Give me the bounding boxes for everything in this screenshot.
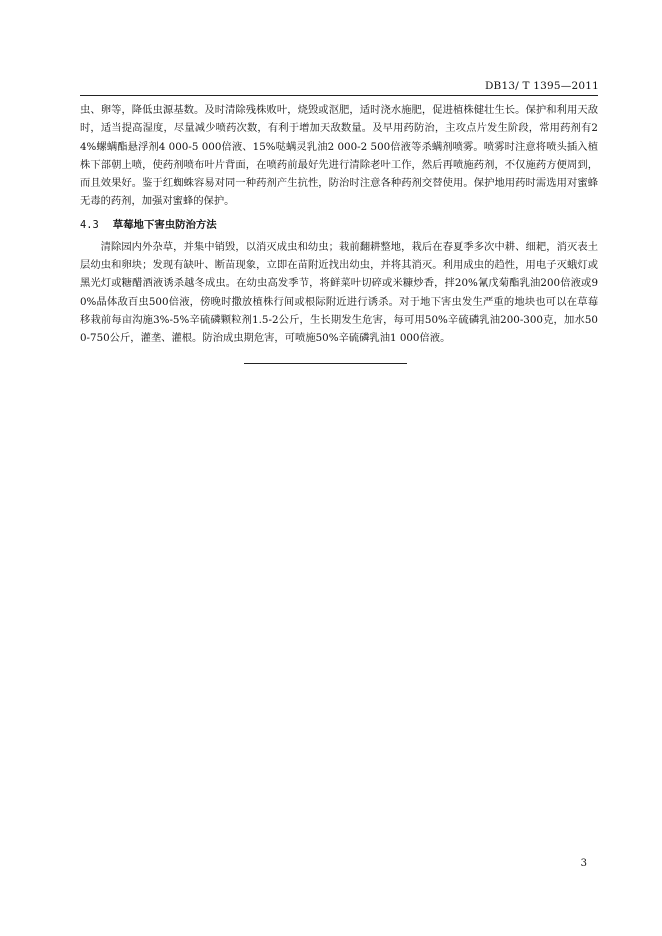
page-content [80,101,598,348]
header-rule [80,95,598,96]
body-paragraph: 清除园内外杂草，并集中销毁，以消灭成虫和幼虫；栽前翻耕整地，栽后在春夏季多次中耕、细耙，消灭表土层幼虫和卵块；发现有缺叶、断苗现象，立即在苗附近找出幼虫，并将其消灭。利用成虫的趋性，用电子灭蛾灯或黑光灯或糖醋酒液诱杀越冬成虫。在幼虫高发季节，将鲜菜叶切碎或米糠炒香，拌20%氰戊菊酯乳油200倍液或90%晶体敌百虫500倍液，傍晚时撒放植株行间或根际附近进行诱杀。对于地下害虫发生严重的地块也可以在草莓移栽前每亩沟施3%-5%辛硫磷颗粒剂1.5-2公斤，生长期发生危害，每可用50%辛硫磷乳油200-300克，加水500-750公斤，灌垄、灌根。防治成虫期危害，可喷施50%辛硫磷乳油1 000倍液。 [80,240,598,345]
section-number: 4.3 [80,218,99,231]
body-paragraph: 虫、卵等，降低虫源基数。及时清除残株败叶，烧毁或沤肥，适时浇水施肥，促进植株健壮生长。保护和利用天敌时，适当提高湿度，尽量减少喷药次数，有利于增加天敌数量。及早用药防治，主攻点片发生阶段，常用药剂有24%螺螨酯悬浮剂4 000-5 000倍液、15%哒螨灵乳油2 000-2 500倍液等杀螨剂喷雾。喷雾时注意将喷头插入植株下部朝上喷，使药剂喷布叶片背面，在喷药前最好先进行清除老叶工作，然后再喷施药剂，不仅施药方便周到，而且效果好。鉴于红蜘蛛容易对同一种药剂产生抗性，防治时注意各种药剂交替使用。保护地用药时需选用对蜜蜂无毒的药剂，加强对蜜蜂的保护。 [80,104,598,208]
running-header: DB13/ T 1395—2011 [484,80,599,92]
end-rule [244,363,407,364]
section-heading [80,216,598,234]
section-title: 草莓地下害虫防治方法 [112,218,217,231]
page-number: 3 [580,858,587,869]
